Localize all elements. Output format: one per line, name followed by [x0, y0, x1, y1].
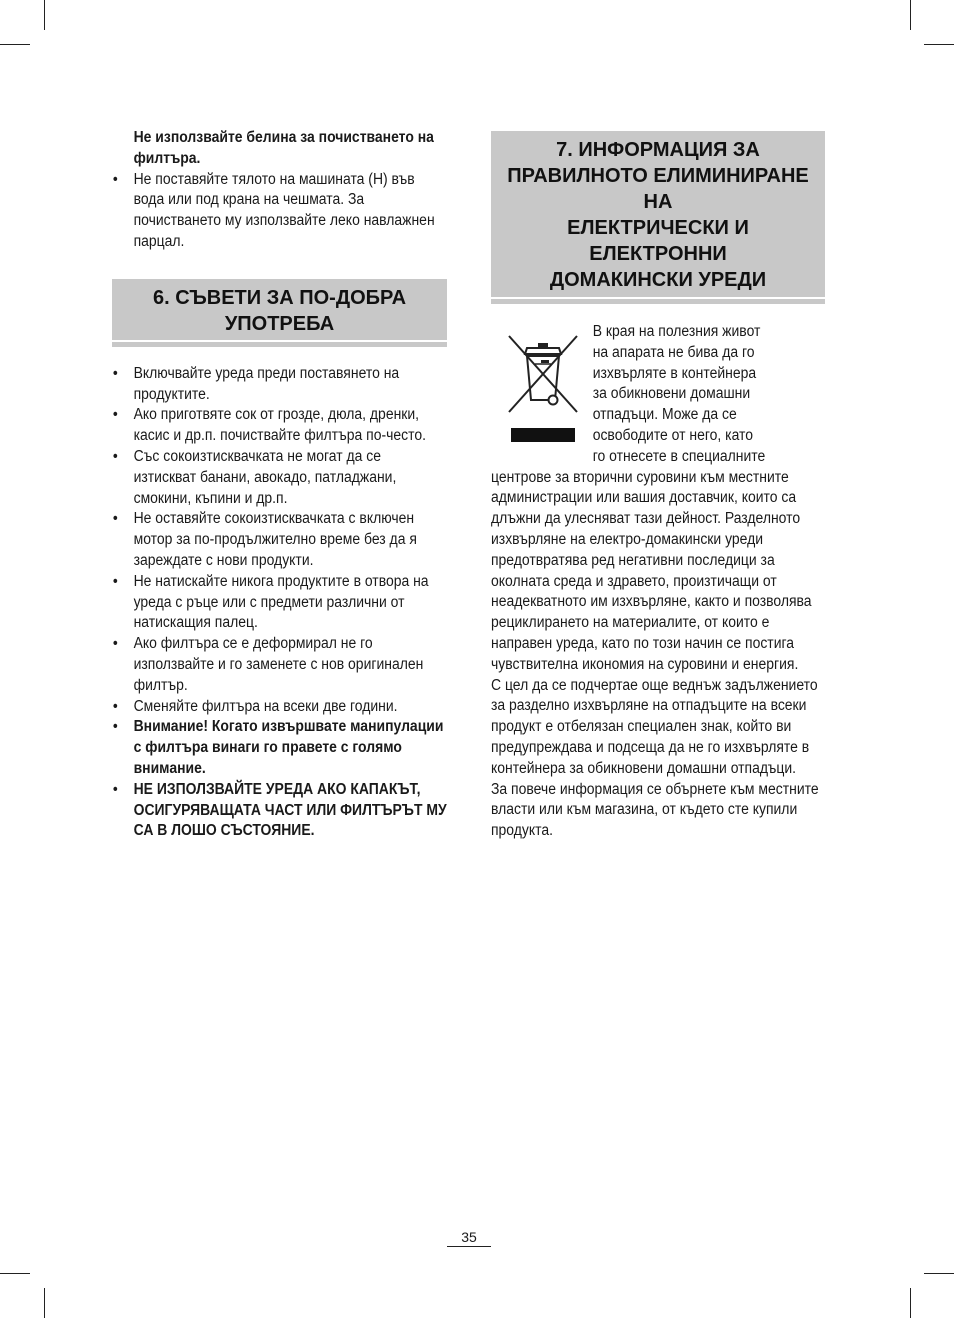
section-6-heading-rule: [112, 342, 447, 347]
section-7-heading: [491, 131, 825, 299]
section-6-title-line: УПОТРЕБА: [224, 312, 335, 335]
weee-paragraph-wrapped: [491, 322, 926, 468]
section-7-title-line: 7. ИНФОРМАЦИЯ ЗА: [556, 139, 760, 161]
list-item: • Ако приготвяте сок от грозде, дюла, дренки, касис и др.п. почиствайте филтъра по-често.: [112, 405, 447, 447]
text-line: освободите от него, като: [592, 426, 754, 444]
list-item: • Не натискайте никога продуктите в отвора на уреда с ръце или с предмети различни от натискащия палец.: [112, 572, 447, 634]
section-7-title-line: ПРАВИЛНОТО ЕЛИМИНИРАНЕ НА: [507, 165, 809, 213]
list-item: • Със сокоизтисквачката не могат да се изтискват банани, авокадо, патладжани, смокини, къпини и др.п.: [112, 447, 447, 509]
text-line: на апарата не бива да го: [592, 343, 755, 361]
crop-mark-top-left: [0, 44, 30, 45]
weee-paragraph-more-info: За повече информация се обърнете към местните власти или към магазина, от където сте купили продукта.: [491, 780, 819, 840]
crop-mark-bottom-left: [44, 1288, 45, 1318]
left-column: [112, 128, 447, 842]
list-item: • Включвайте уреда преди поставянето на продуктите.: [112, 364, 447, 406]
intro-list: [112, 170, 447, 253]
list-item: • Ако филтъра се е деформирал не го използвайте и го заменете с нов оригинален филтър.: [112, 634, 447, 696]
weee-paragraph-marking: С цел да се подчертае още веднъж задължението за разделно изхвърляне на отпадъците на всеки продукт е отбелязан специален знак, който ви предупреждава и подсеща да не го изхвърляте в контейнера за обикновени домашни отпадъци.: [491, 676, 818, 777]
page-number: 35: [447, 1228, 491, 1247]
crop-mark-top-right: [910, 0, 911, 30]
section-7-heading-rule: [491, 299, 825, 304]
section-6-list: [112, 364, 447, 842]
list-item: • Не оставяйте сокоизтисквачката с включен мотор за по-продължително време без да я зареждате с нови продукти.: [112, 509, 447, 571]
list-item-warning: • Внимание! Когато извършвате манипулации с филтъра винаги го правете с голямо внимание.: [112, 717, 447, 779]
text-line: за обикновени домашни: [592, 385, 751, 403]
list-item-warning: • НЕ ИЗПОЛЗВАЙТЕ УРЕДА АКО КАПАКЪТ, ОСИГУРЯВАЩАТА ЧАСТ ИЛИ ФИЛТЪРЪТ МУ СА В ЛОШО СЪСТОЯНИЕ.: [112, 780, 447, 842]
section-6-title-line: 6. СЪВЕТИ ЗА ПО-ДОБРА: [152, 286, 407, 309]
list-item: • Сменяйте филтъра на всеки две години.: [112, 697, 447, 718]
crop-mark-top-left: [44, 0, 45, 30]
text-line: го отнесете в специалните: [592, 447, 766, 465]
text-line: В края на полезния живот: [592, 323, 761, 340]
right-column: [491, 131, 825, 842]
section-7-title-line: ДОМАКИНСКИ УРЕДИ: [549, 269, 767, 291]
intro-bullet: • Не поставяйте тялото на машината (H) във вода или под крана на чешмата. За почистването му използвайте леко навлажнен парцал.: [112, 170, 447, 253]
intro-bold-text: Не използвайте белина за почистването на филтъра.: [133, 129, 434, 167]
text-line: отпадъци. Може да се: [592, 406, 737, 424]
crop-mark-top-right: [924, 44, 954, 45]
weee-notice: [491, 322, 825, 468]
text-line: изхвърляте в контейнера: [592, 364, 757, 382]
section-6-heading: [112, 279, 447, 342]
section-7-title-line: ЕЛЕКТРИЧЕСКИ И ЕЛЕКТРОННИ: [567, 217, 749, 265]
weee-paragraph-continued: центрове за вторични суровини към местните администрации или вашия доставчик, които са длъжни да улесняват тази дейност. Разделното изхвърляне на електро-домакински уреди предотвратява ред негативни последици за околната среда и здравето, произтичащи от неадекватното им изхвърляне, както и позволява рециклирането на материалите, от които е направен уреда, като по този начин се постига чувствителна икономия на суровини и енергия.: [491, 468, 812, 673]
crop-mark-bottom-right: [924, 1273, 954, 1274]
crop-mark-bottom-left: [0, 1273, 30, 1274]
crop-mark-bottom-right: [910, 1288, 911, 1318]
